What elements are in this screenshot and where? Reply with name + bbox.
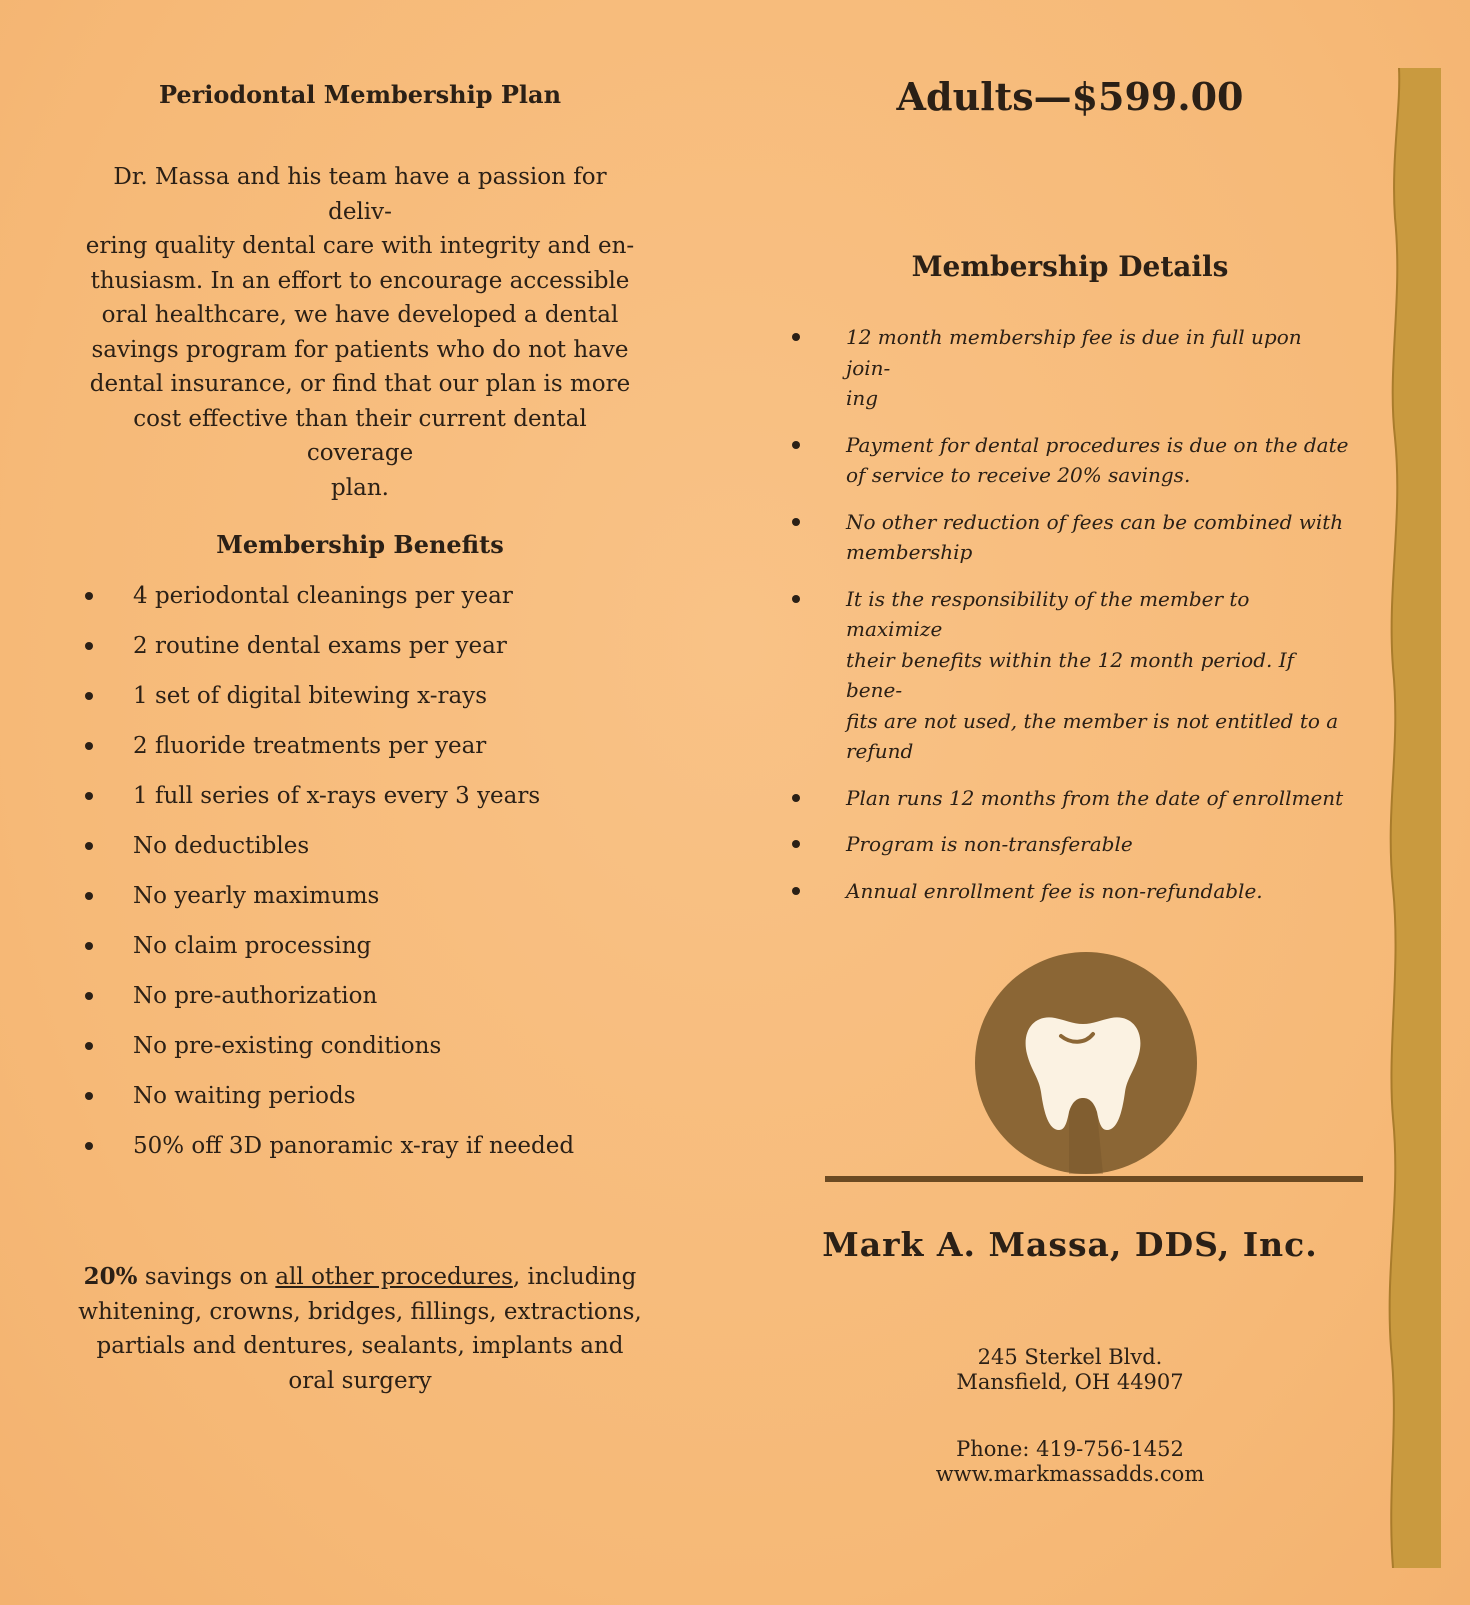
details-list [790,322,1350,922]
detail-text: Plan runs 12 months from the date of enrollment [846,785,1344,810]
edge-stripe [1385,68,1441,1568]
bullet-icon [85,1142,93,1150]
benefit-text: 2 routine dental exams per year [133,633,507,659]
savings-text: oral surgery [288,1367,432,1394]
address-line: 245 Sterkel Blvd. [977,1345,1163,1369]
bullet-icon [85,692,93,700]
bullet-icon [85,592,93,600]
plan-title: Periodontal Membership Plan [158,80,562,109]
detail-text: membership [846,540,973,564]
benefit-text: No yearly maximums [133,883,380,909]
price-heading: Adults—$599.00 [896,74,1244,119]
benefit-item [70,780,650,830]
detail-text: fits are not used, the member is not entitled to a [846,708,1339,733]
savings-paragraph [75,1260,645,1398]
detail-text: ing [846,386,879,410]
intro-line: cost effective than their current dental coverage [133,405,587,466]
savings-underlined: all other procedures [275,1264,513,1290]
benefit-text: No pre-existing conditions [133,1033,442,1059]
company-name: Mark A. Massa, DDS, Inc. [822,1225,1318,1264]
benefit-item [70,930,650,980]
detail-text: Annual enrollment fee is non-refundable. [846,878,1263,903]
benefits-title: Membership Benefits [216,530,504,559]
detail-item [790,876,1350,907]
benefit-text: No waiting periods [133,1083,356,1109]
detail-text: Payment for dental procedures is due on the date [846,432,1349,457]
bullet-icon [85,842,93,850]
detail-text: of service to receive 20% savings. [846,463,1191,487]
bullet-icon [792,441,800,449]
savings-percent: 20% [83,1263,138,1290]
benefit-item [70,1080,650,1130]
detail-text: No other reduction of fees can be combined with [846,509,1344,534]
intro-line: oral healthcare, we have developed a dental [101,302,619,328]
detail-item [790,507,1350,568]
benefit-item [70,580,650,630]
benefit-text: 1 full series of x-rays every 3 years [133,783,541,809]
detail-text: 12 month membership fee is due in full upon join- [846,325,1302,380]
detail-text: Program is non-transferable [846,832,1133,856]
intro-line: Dr. Massa and his team have a passion for deliv- [113,164,607,225]
benefit-text: 50% off 3D panoramic x-ray if needed [133,1133,575,1159]
benefit-text: 2 fluoride treatments per year [133,733,487,759]
bullet-icon [792,840,800,848]
benefit-item [70,1130,650,1180]
benefit-text: No deductibles [133,833,310,859]
address-line: Mansfield, OH 44907 [956,1370,1184,1394]
bullet-icon [792,887,800,895]
detail-text: It is the responsibility of the member to maximize [846,586,1250,641]
bullet-icon [85,892,93,900]
savings-text: whitening, crowns, bridges, fillings, extractions, [78,1298,642,1325]
detail-item [790,430,1350,491]
intro-line: savings program for patients who do not have [91,336,629,363]
bullet-icon [85,642,93,650]
benefit-item [70,730,650,780]
contact [790,1437,1350,1487]
bullet-icon [85,742,93,750]
bullet-icon [792,518,800,526]
intro-line: plan. [331,474,389,501]
intro-line: dental insurance, or find that our plan is more [89,371,631,397]
savings-text: partials and dentures, sealants, implants and [96,1333,624,1359]
savings-text: savings on [137,1264,276,1290]
address [790,1345,1350,1395]
intro-line: ering quality dental care with integrity and en- [85,233,635,259]
benefits-list [70,580,650,1180]
bullet-icon [792,794,800,802]
bullet-icon [85,792,93,800]
detail-item [790,829,1350,860]
benefit-item [70,1030,650,1080]
tooth-icon [973,952,1199,1174]
bullet-icon [85,1092,93,1100]
detail-text: their benefits within the 12 month period. If bene- [846,647,1295,702]
website-link[interactable]: www.markmassadds.com [935,1462,1205,1486]
benefit-text: No claim processing [133,933,372,959]
divider-line [825,1176,1363,1182]
intro-line: thusiasm. In an effort to encourage accessible [90,267,630,294]
bullet-icon [792,333,800,341]
savings-text: , including [512,1264,637,1290]
benefit-item [70,980,650,1030]
bullet-icon [792,595,800,603]
intro-paragraph [80,160,640,505]
benefit-text: No pre-authorization [133,983,378,1009]
benefit-item [70,880,650,930]
benefit-item [70,830,650,880]
benefit-item [70,680,650,730]
detail-item [790,783,1350,814]
bullet-icon [85,942,93,950]
phone: Phone: 419-756-1452 [956,1437,1184,1461]
benefit-text: 1 set of digital bitewing x-rays [133,683,488,709]
benefit-item [70,630,650,680]
bullet-icon [85,992,93,1000]
detail-text: refund [846,739,914,763]
detail-item [790,584,1350,767]
benefit-text: 4 periodontal cleanings per year [133,583,513,609]
details-title: Membership Details [911,250,1229,283]
bullet-icon [85,1042,93,1050]
detail-item [790,322,1350,414]
